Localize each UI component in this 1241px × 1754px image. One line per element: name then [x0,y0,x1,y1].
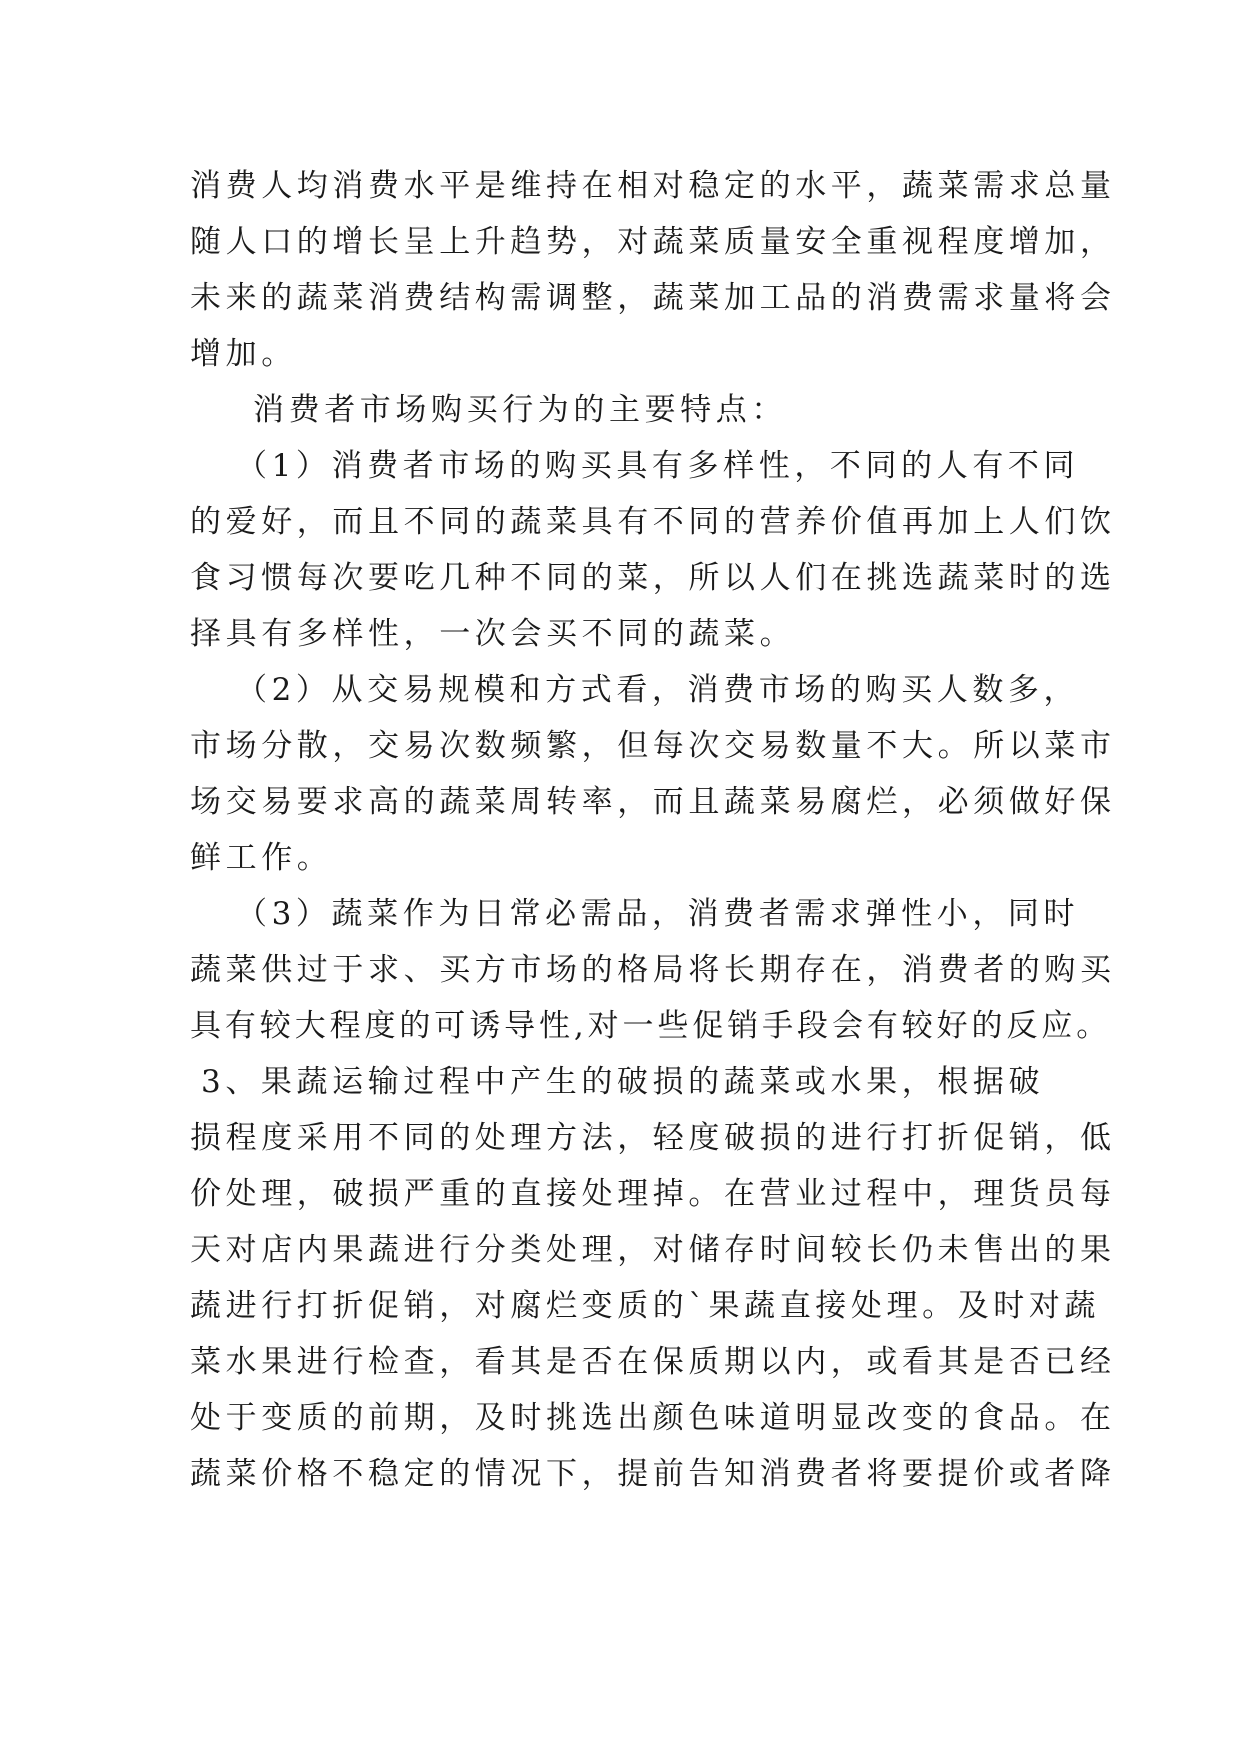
text-line: 价处理，破损严重的直接处理掉。在营业过程中，理货员每 [190,1176,1116,1212]
text-line: 蔬进行打折促销，对腐烂变质的`果蔬直接处理。及时对蔬 [190,1288,1101,1324]
text-line: 食习惯每次要吃几种不同的菜，所以人们在挑选蔬菜时的选 [190,560,1116,596]
text-line: 择具有多样性，一次会买不同的蔬菜。 [190,616,796,652]
text-line: 未来的蔬菜消费结构需调整，蔬菜加工品的消费需求量将会 [190,280,1116,316]
text-line: 市场分散，交易次数频繁，但每次交易数量不大。所以菜市 [190,728,1116,764]
text-line: 鲜工作。 [190,840,333,876]
text-line: 随人口的增长呈上升趋势，对蔬菜质量安全重视程度增加， [190,224,1116,260]
text-line: 的爱好，而且不同的蔬菜具有不同的营养价值再加上人们饮 [190,504,1116,540]
text-line: （2）从交易规模和方式看，消费市场的购买人数多， [236,672,1080,708]
text-line: 蔬菜价格不稳定的情况下，提前告知消费者将要提价或者降 [190,1456,1116,1492]
text-line: 处于变质的前期，及时挑选出颜色味道明显改变的食品。在 [190,1400,1116,1436]
text-line: 3、果蔬运输过程中产生的破损的蔬菜或水果，根据破 [201,1064,1045,1100]
text-line: 具有较大程度的可诱导性,对一些促销手段会有较好的反应。 [190,1008,1112,1044]
text-line: 天对店内果蔬进行分类处理，对储存时间较长仍未售出的果 [190,1232,1116,1268]
text-line: 菜水果进行检查，看其是否在保质期以内，或看其是否已经 [190,1344,1116,1380]
text-line: 增加。 [190,336,297,372]
text-line: 场交易要求高的蔬菜周转率，而且蔬菜易腐烂，必须做好保 [190,784,1116,820]
text-line: （1）消费者市场的购买具有多样性，不同的人有不同 [236,448,1080,484]
text-line: 损程度采用不同的处理方法，轻度破损的进行打折促销，低 [190,1120,1116,1156]
text-line: 蔬菜供过于求、买方市场的格局将长期存在，消费者的购买 [190,952,1116,988]
text-line: 消费人均消费水平是维持在相对稳定的水平，蔬菜需求总量 [190,168,1116,204]
text-line: （3）蔬菜作为日常必需品，消费者需求弹性小，同时 [236,896,1080,932]
section-heading: 消费者市场购买行为的主要特点： [253,392,787,428]
